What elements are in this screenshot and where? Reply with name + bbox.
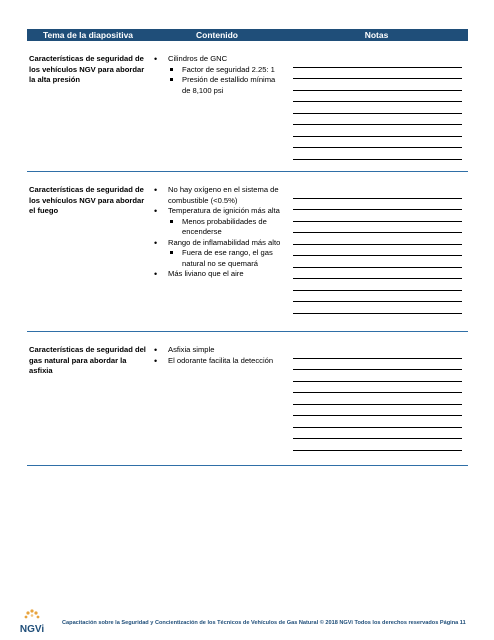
row-topic: Características de seguridad de los vehículos NGV para abordar el fuego <box>29 185 145 215</box>
bullet-item: • El odorante facilita la detección <box>153 356 283 367</box>
bullet-text: Rango de inflamabilidad más alto <box>168 237 281 247</box>
note-line[interactable] <box>293 291 462 303</box>
bullet-item: • Asfixia simple <box>153 345 283 356</box>
note-line[interactable] <box>293 68 462 80</box>
bullet-text: Cilindros de GNC <box>168 54 228 63</box>
note-line[interactable] <box>293 233 462 245</box>
note-line[interactable] <box>293 114 462 126</box>
note-line[interactable] <box>293 125 462 137</box>
slide-notes-table <box>27 29 468 466</box>
note-line[interactable] <box>293 148 462 160</box>
note-line[interactable] <box>293 137 462 149</box>
note-line[interactable] <box>293 382 462 394</box>
note-line[interactable] <box>293 347 462 359</box>
notes-lines <box>285 172 468 331</box>
bullet-item <box>153 54 283 96</box>
row-content <box>149 172 285 331</box>
note-line[interactable] <box>293 268 462 280</box>
header-notes: Notas <box>364 30 389 40</box>
sub-bullet-item: Menos probabilidades de encenderse <box>168 217 283 238</box>
note-line[interactable] <box>293 210 462 222</box>
note-line[interactable] <box>293 79 462 91</box>
note-line[interactable] <box>293 245 462 257</box>
page-footer <box>0 596 494 640</box>
row-content <box>149 41 285 171</box>
note-line[interactable] <box>293 428 462 440</box>
note-line[interactable] <box>293 102 462 114</box>
row-topic: Características de seguridad de los vehículos NGV para abordar la alta presión <box>29 54 145 84</box>
note-line[interactable] <box>293 439 462 451</box>
sub-bullet-item: Fuera de ese rango, el gas natural no se quemará <box>168 248 283 269</box>
bullet-text: Temperatura de ignición más alta <box>168 206 280 215</box>
note-line[interactable] <box>293 222 462 234</box>
note-line[interactable] <box>293 187 462 199</box>
bullet-item: • Más liviano que el aire <box>153 269 283 280</box>
bullet-item <box>153 206 283 238</box>
sub-bullet-item: Factor de seguridad 2.25: 1 <box>168 65 283 76</box>
notes-lines <box>285 41 468 171</box>
note-line[interactable] <box>293 279 462 291</box>
note-line[interactable] <box>293 405 462 417</box>
header-content: Contenido <box>195 30 239 40</box>
ngvi-logo <box>8 606 58 636</box>
table-row <box>27 41 468 172</box>
row-topic: Características de seguridad del gas natural para abordar la asfixia <box>29 345 146 375</box>
note-line[interactable] <box>293 302 462 314</box>
note-line[interactable] <box>293 199 462 211</box>
svg-text:NGVi: NGVi <box>19 624 45 635</box>
row-content <box>149 332 285 465</box>
note-line[interactable] <box>293 56 462 68</box>
note-line[interactable] <box>293 416 462 428</box>
notes-lines <box>285 332 468 465</box>
note-line[interactable] <box>293 91 462 103</box>
table-row <box>27 332 468 466</box>
table-header <box>27 29 468 41</box>
note-line[interactable] <box>293 359 462 371</box>
footer-text: Capacitación sobre la Seguridad y Concientización de los Técnicos de Vehículos de Gas Natural © 2018 NGVi Todos los derechos reservados Página 11 <box>62 620 466 626</box>
sub-bullet-item: Presión de estallido mínima de 8,100 psi <box>168 75 283 96</box>
note-line[interactable] <box>293 370 462 382</box>
note-line[interactable] <box>293 393 462 405</box>
note-line[interactable] <box>293 256 462 268</box>
header-topic: Tema de la diapositiva <box>42 30 134 40</box>
bullet-item: • No hay oxígeno en el sistema de combustible (<0.5%) <box>153 185 283 206</box>
table-row <box>27 172 468 332</box>
bullet-item <box>153 238 283 270</box>
